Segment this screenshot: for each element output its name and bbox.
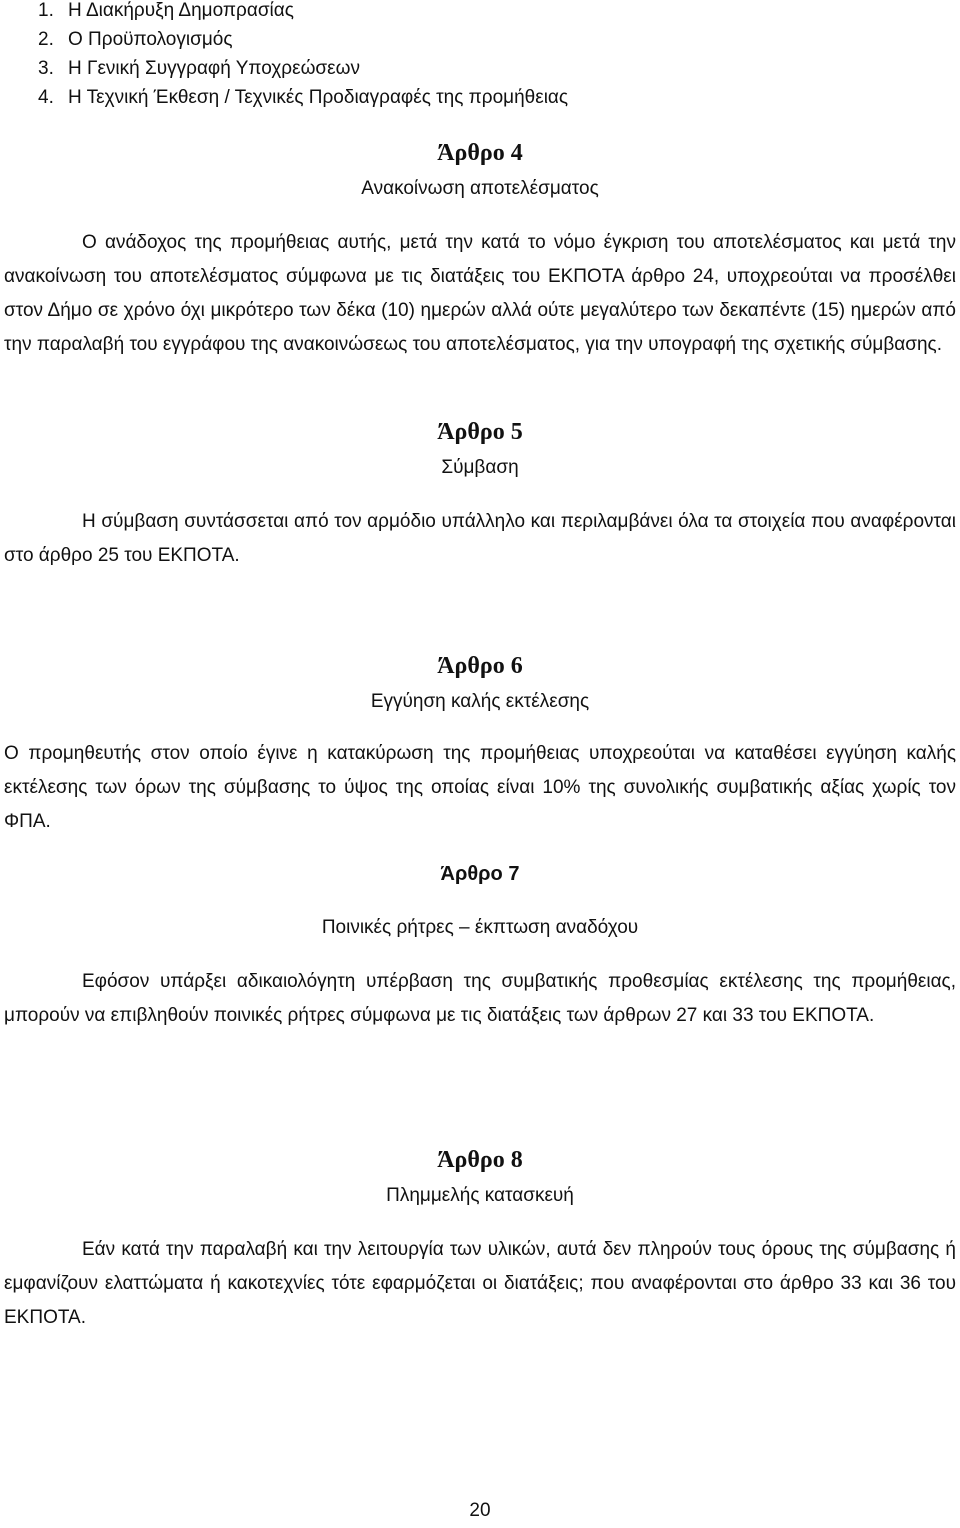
article-8-body: Εάν κατά την παραλαβή και την λειτουργία των υλικών, αυτά δεν πληρούν τους όρους της σύμβασης ή εμφανίζουν ελαττώματα ή κακοτεχνίες τότε εφαρμόζεται οι διατάξεις; που αναφέρονται στο άρθρο 33 και 36 του ΕΚΠΟΤΑ. xyxy=(4,1239,956,1328)
article-7-subtitle: Ποινικές ρήτρες – έκπτωση αναδόχου xyxy=(321,917,639,938)
list-item-number: 2. xyxy=(38,29,54,50)
list-item xyxy=(38,25,568,54)
article-8-subtitle: Πλημμελής κατασκευή xyxy=(386,1185,574,1206)
article-5-title: Άρθρο 5 xyxy=(437,419,523,445)
list-item-text: Η Γενική Συγγραφή Υποχρεώσεων xyxy=(68,58,360,79)
list-item-text: Η Διακήρυξη Δημοπρασίας xyxy=(68,0,294,21)
article-8-title: Άρθρο 8 xyxy=(437,1147,523,1173)
article-6-subtitle: Εγγύηση καλής εκτέλεσης xyxy=(370,691,590,712)
article-4-title: Άρθρο 4 xyxy=(437,140,523,166)
list-item xyxy=(38,83,568,112)
list-item-text: Ο Προϋπολογισμός xyxy=(68,29,233,50)
list-item-number: 3. xyxy=(38,58,54,79)
list-item-number: 1. xyxy=(38,0,54,21)
article-7-body: Εφόσον υπάρξει αδικαιολόγητη υπέρβαση της συμβατικής προθεσμίας εκτέλεσης της προμήθειας, μπορούν να επιβληθούν ποινικές ρήτρες σύμφωνα με τις διατάξεις των άρθρων 27 και 33 του ΕΚΠΟΤΑ. xyxy=(4,971,956,1026)
article-7-title: Άρθρο 7 xyxy=(440,863,520,885)
article-5-subtitle: Σύμβαση xyxy=(441,457,519,478)
list-item xyxy=(38,0,568,25)
article-4-subtitle: Ανακοίνωση αποτελέσματος xyxy=(361,178,599,199)
page-number: 20 xyxy=(469,1500,491,1521)
article-6-body: Ο προμηθευτής στον οποίο έγινε η κατακύρωση της προμήθειας υποχρεούται να καταθέσει εγγύηση καλής εκτέλεσης των όρων της σύμβασης το ύψος της οποίας είναι 10% της συνολικής συμβατικής αξίας χωρίς τον ΦΠΑ. xyxy=(4,743,956,832)
list-item-text: Η Τεχνική Έκθεση / Τεχνικές Προδιαγραφές της προμήθειας xyxy=(68,87,569,108)
list-item-number: 4. xyxy=(38,87,54,108)
article-4-body: Ο ανάδοχος της προμήθειας αυτής, μετά την κατά το νόμο έγκριση του αποτελέσματος και μετά την ανακοίνωση του αποτελέσματος σύμφωνα με τις διατάξεις του ΕΚΠΟΤΑ άρθρο 24, υποχρεούται να προσέλθει στον Δήμο σε χρόνο όχι μικρότερο των δέκα (10) ημερών αλλά ούτε μεγαλύτερο των δεκαπέντε (15) ημερών από την παραλαβή του εγγράφου της ανακοινώσεως του αποτελέσματος, για την υπογραφή της σχετικής σύμβασης. xyxy=(4,232,956,355)
article-6-title: Άρθρο 6 xyxy=(437,653,523,679)
article-5-body: Η σύμβαση συντάσσεται από τον αρμόδιο υπάλληλο και περιλαμβάνει όλα τα στοιχεία που αναφέρονται στο άρθρο 25 του ΕΚΠΟΤΑ. xyxy=(4,511,956,566)
list-item xyxy=(38,54,568,83)
documents-list xyxy=(38,0,568,112)
